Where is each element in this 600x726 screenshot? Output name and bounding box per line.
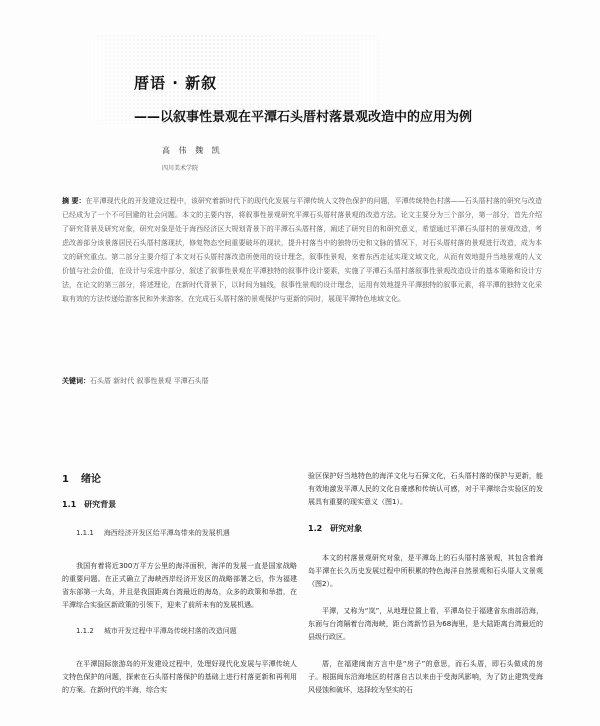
affiliation: 四川美术学院 bbox=[162, 165, 199, 172]
paper-subtitle: ——以叙事性景观在平潭石头厝村落景观改造中的应用为例 bbox=[134, 110, 473, 125]
section-title: 绪论 bbox=[80, 474, 101, 485]
section-title: 研究背景 bbox=[84, 500, 117, 509]
keywords-items: 石头厝 新时代 叙事性景观 平潭石头厝 bbox=[90, 377, 209, 385]
keywords-label: 关键词： bbox=[62, 377, 90, 385]
section-number: 1.1.2 bbox=[76, 627, 94, 635]
paper-title: 厝语 · 新叙 bbox=[134, 74, 218, 92]
section-heading-1-1-2 bbox=[76, 626, 297, 636]
body-paragraph: 在平潭国际旅游岛的开发建设过程中，处理好现代化发展与平潭传统人文特色保护的问题，探索在石头厝村落保护的基础上进行村落更新和再利用的方案。在新时代的半海，综合实 bbox=[62, 660, 297, 694]
section-heading-1-1 bbox=[62, 499, 297, 510]
section-heading-1-2 bbox=[308, 523, 543, 534]
section-number: 1.1.1 bbox=[76, 529, 94, 537]
body-paragraph: 验区保护好当地特色的海洋文化与石獐文化，石头厝村落的保护与更新，能有效地激发平潭人民的文化自豪感和传统认可感，对于平潭综合实验区的发展具有重要的现实意义（图1）。 bbox=[308, 472, 543, 506]
body-paragraph: 我国有着将近300万平方公里的海洋面积，海洋的发展一直是国家战略的重要问题。在正式确立了海峡西岸经济开发区的战略部署之后，作为福建省东部第一大岛，并且是我国距离台湾最近的海岛，众多的政策和举措，在平潭综合实验区新政策的引领下，迎来了前所未有的发展机遇。 bbox=[62, 562, 297, 609]
body-paragraph: 平潭，又称为“岚”，从地理位置上看，平潭岛位于福建省东南部沿海，东面与台湾隔着台湾海峡，距台湾新竹县为68海里，是大陆距离台湾最近的县级行政区。 bbox=[308, 607, 543, 641]
abstract bbox=[62, 194, 542, 306]
authors: 高 伟 魏 凯 bbox=[162, 146, 223, 155]
section-title: 海西经济开发区给平潭岛带来的发展机遇 bbox=[103, 529, 230, 537]
section-title: 城市开发过程中平潭岛传统村落的改造问题 bbox=[103, 627, 237, 635]
body-paragraph: 本文的村落景观研究对象，是平潭岛上的石头厝村落景观，其包含着海岛平潭在长久历史发展过程中所积累的特色海洋自然景观和石头厝人文景观（图2）。 bbox=[308, 554, 543, 588]
section-number: 1.1 bbox=[62, 500, 77, 509]
section-heading-1-1-1 bbox=[76, 528, 297, 538]
body-column-right bbox=[308, 470, 543, 711]
body-paragraph: 厝，在福建闽南方言中是“房子”的意思，而石头厝，即石头做成的房子。根据闽东沿海地区的村落自古以来由于受海风影响，为了防止建筑受海风侵蚀和破坏，选择较为坚实的石 bbox=[308, 660, 543, 694]
abstract-text: 在平潭现代化的开发建设过程中，该研究着新时代下的现代化发展与平潭传统人文特色保护的问题，平潭传统特色村落——石头厝村落的研究与改造已经成为了一个不可回避的社会问题。本文的主要内容，将叙事性景观研究平潭石头厝村落景观的改造方法。论文主要分为三个部分，第一部分，首先介绍了研究背景及研究对象，研究对象是处于海西经济区大规划背景下的平潭石头厝村落，阐述了研究目的和研究意义，希望通过平潭石头厝村的景观改造，考虑改善部分该景落居民石头厝村落现状，修复物态空间重要破坏的现状，提升村落当中的独特历史和文脉的情况下，对石头厝村落的景观进行改造，成为本文的研究重点。第二部分主要介绍了本文对石头厝村落改造所使用的设计理念，叙事性景观，来着东西走延实现文域文化，从而有效地提升当地景观的人文价值与社会价值，在设计与采选中部分，叙述了叙事性景观在平潭独特的叙事件设计要素，实施了平潭石头厝村落叙事性景观改造设计的基本策略和设计方法，在论文的第三部分，将述理论，在新时代背景下，以时间为轴线，叙事性景观的设计理念，运用有效地提升平潭独特的叙事元素，将平潭的独特文化采取有效的方法传递给游客民和外来游客，在完成石头厝村落的景观保护与更新的同时，展现平潭特色地域文化。 bbox=[62, 197, 542, 303]
section-number: 1.2 bbox=[308, 524, 323, 533]
body-column-left bbox=[62, 470, 297, 711]
section-number: 1 bbox=[62, 474, 69, 485]
keywords bbox=[62, 376, 542, 386]
section-title: 研究对象 bbox=[330, 524, 363, 533]
abstract-label: 摘 要： bbox=[62, 197, 86, 205]
section-heading-1 bbox=[62, 470, 297, 485]
